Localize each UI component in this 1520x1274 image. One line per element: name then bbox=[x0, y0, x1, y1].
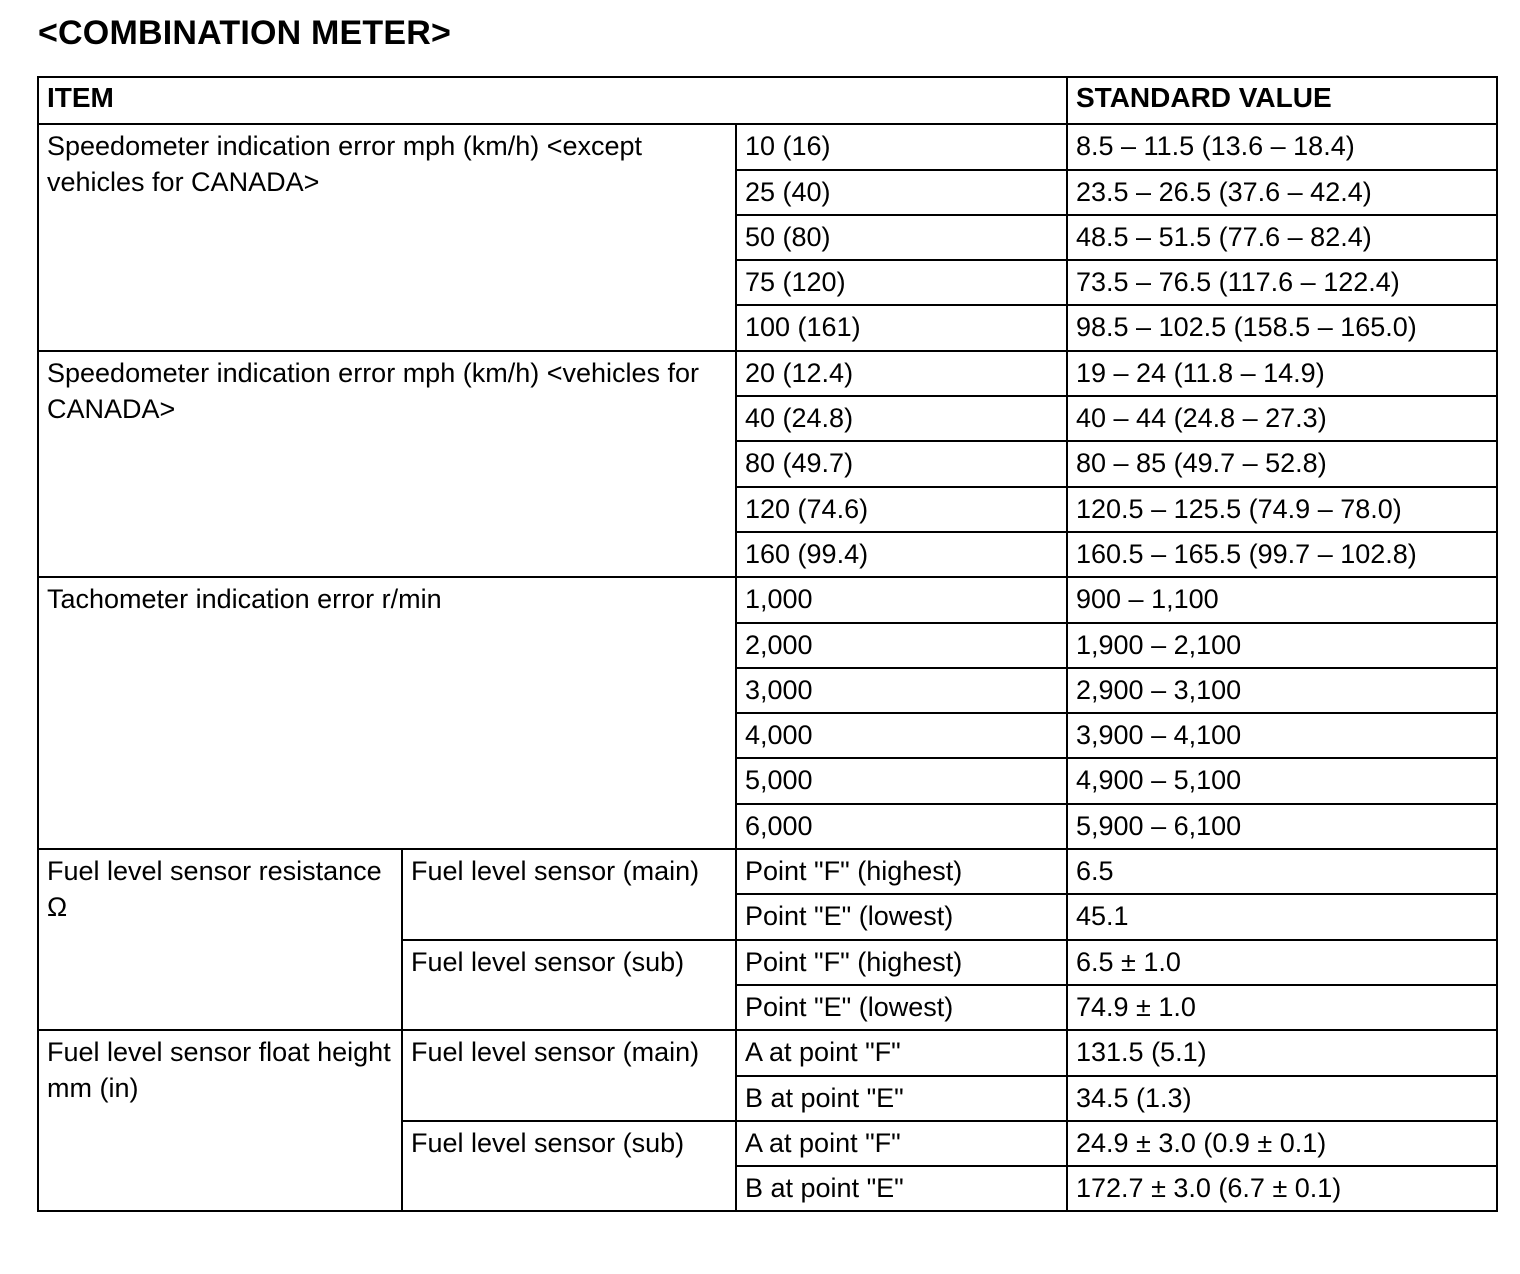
condition-cell: 3,000 bbox=[736, 668, 1067, 713]
header-standard-value: STANDARD VALUE bbox=[1067, 77, 1497, 124]
sub-item-fuel-sensor-main: Fuel level sensor (main) bbox=[402, 1030, 736, 1121]
condition-cell: Point "E" (lowest) bbox=[736, 985, 1067, 1030]
item-speedometer-canada: Speedometer indication error mph (km/h) <vehicles for CANADA> bbox=[38, 351, 736, 577]
standard-value-cell: 4,900 – 5,100 bbox=[1067, 758, 1497, 803]
table-row bbox=[38, 577, 1497, 622]
condition-cell: 120 (74.6) bbox=[736, 487, 1067, 532]
standard-value-cell: 73.5 – 76.5 (117.6 – 122.4) bbox=[1067, 260, 1497, 305]
condition-cell: 40 (24.8) bbox=[736, 396, 1067, 441]
condition-cell: 6,000 bbox=[736, 804, 1067, 849]
standard-value-cell: 6.5 ± 1.0 bbox=[1067, 940, 1497, 985]
standard-value-cell: 23.5 – 26.5 (37.6 – 42.4) bbox=[1067, 170, 1497, 215]
table-row bbox=[38, 124, 1497, 169]
condition-cell: A at point "F" bbox=[736, 1121, 1067, 1166]
header-item: ITEM bbox=[38, 77, 1067, 124]
item-fuel-sensor-resistance: Fuel level sensor resistance Ω bbox=[38, 849, 402, 1030]
standard-value-cell: 40 – 44 (24.8 – 27.3) bbox=[1067, 396, 1497, 441]
standard-value-cell: 8.5 – 11.5 (13.6 – 18.4) bbox=[1067, 124, 1497, 169]
condition-cell: Point "F" (highest) bbox=[736, 940, 1067, 985]
condition-cell: 1,000 bbox=[736, 577, 1067, 622]
condition-cell: 10 (16) bbox=[736, 124, 1067, 169]
standard-value-cell: 98.5 – 102.5 (158.5 – 165.0) bbox=[1067, 305, 1497, 350]
condition-cell: Point "F" (highest) bbox=[736, 849, 1067, 894]
table-row bbox=[38, 1030, 1497, 1075]
standard-value-cell: 34.5 (1.3) bbox=[1067, 1076, 1497, 1121]
condition-cell: 2,000 bbox=[736, 623, 1067, 668]
standard-value-cell: 80 – 85 (49.7 – 52.8) bbox=[1067, 441, 1497, 486]
condition-cell: 20 (12.4) bbox=[736, 351, 1067, 396]
combination-meter-spec-table bbox=[37, 76, 1498, 1212]
standard-value-cell: 45.1 bbox=[1067, 894, 1497, 939]
standard-value-cell: 74.9 ± 1.0 bbox=[1067, 985, 1497, 1030]
condition-cell: 5,000 bbox=[736, 758, 1067, 803]
condition-cell: 50 (80) bbox=[736, 215, 1067, 260]
item-speedometer-except-canada: Speedometer indication error mph (km/h) <except vehicles for CANADA> bbox=[38, 124, 736, 350]
condition-cell: 100 (161) bbox=[736, 305, 1067, 350]
standard-value-cell: 1,900 – 2,100 bbox=[1067, 623, 1497, 668]
standard-value-cell: 5,900 – 6,100 bbox=[1067, 804, 1497, 849]
condition-cell: 160 (99.4) bbox=[736, 532, 1067, 577]
condition-cell: B at point "E" bbox=[736, 1076, 1067, 1121]
standard-value-cell: 24.9 ± 3.0 (0.9 ± 0.1) bbox=[1067, 1121, 1497, 1166]
condition-cell: 4,000 bbox=[736, 713, 1067, 758]
standard-value-cell: 900 – 1,100 bbox=[1067, 577, 1497, 622]
standard-value-cell: 2,900 – 3,100 bbox=[1067, 668, 1497, 713]
standard-value-cell: 6.5 bbox=[1067, 849, 1497, 894]
sub-item-fuel-sensor-sub: Fuel level sensor (sub) bbox=[402, 1121, 736, 1212]
item-fuel-sensor-float-height: Fuel level sensor float height mm (in) bbox=[38, 1030, 402, 1211]
condition-cell: Point "E" (lowest) bbox=[736, 894, 1067, 939]
condition-cell: 25 (40) bbox=[736, 170, 1067, 215]
standard-value-cell: 160.5 – 165.5 (99.7 – 102.8) bbox=[1067, 532, 1497, 577]
standard-value-cell: 120.5 – 125.5 (74.9 – 78.0) bbox=[1067, 487, 1497, 532]
condition-cell: 80 (49.7) bbox=[736, 441, 1067, 486]
standard-value-cell: 48.5 – 51.5 (77.6 – 82.4) bbox=[1067, 215, 1497, 260]
table-row bbox=[38, 351, 1497, 396]
standard-value-cell: 19 – 24 (11.8 – 14.9) bbox=[1067, 351, 1497, 396]
standard-value-cell: 3,900 – 4,100 bbox=[1067, 713, 1497, 758]
standard-value-cell: 131.5 (5.1) bbox=[1067, 1030, 1497, 1075]
table-header-row bbox=[38, 77, 1497, 124]
sub-item-fuel-sensor-main: Fuel level sensor (main) bbox=[402, 849, 736, 940]
sub-item-fuel-sensor-sub: Fuel level sensor (sub) bbox=[402, 940, 736, 1031]
standard-value-cell: 172.7 ± 3.0 (6.7 ± 0.1) bbox=[1067, 1166, 1497, 1211]
page-title: <COMBINATION METER> bbox=[38, 14, 452, 52]
condition-cell: A at point "F" bbox=[736, 1030, 1067, 1075]
condition-cell: 75 (120) bbox=[736, 260, 1067, 305]
condition-cell: B at point "E" bbox=[736, 1166, 1067, 1211]
table-row bbox=[38, 849, 1497, 894]
item-tachometer: Tachometer indication error r/min bbox=[38, 577, 736, 849]
